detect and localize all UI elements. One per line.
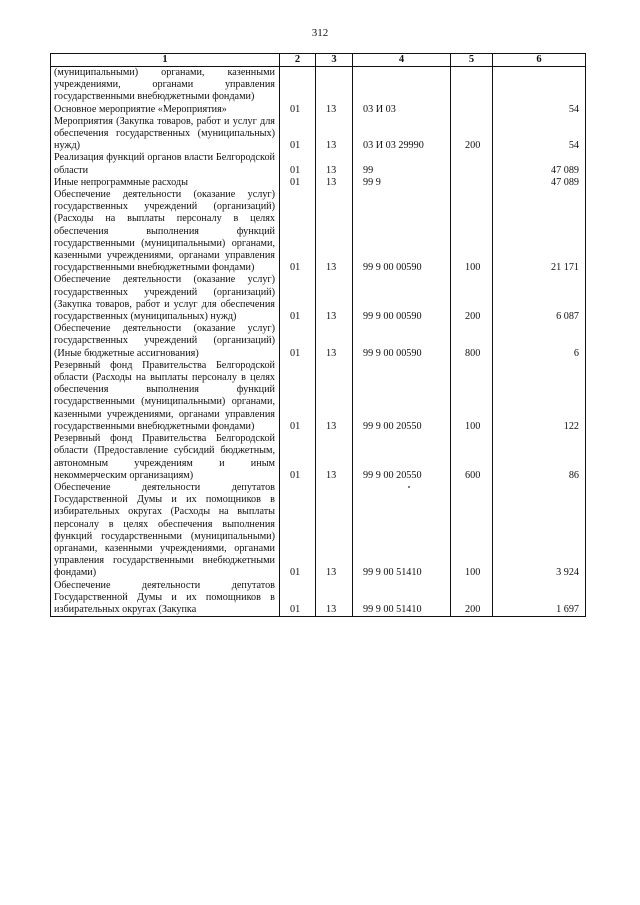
page-number: 312 xyxy=(311,27,329,39)
table-row xyxy=(51,152,586,176)
row-amount: 122 xyxy=(493,360,586,433)
row-section: 01 xyxy=(280,152,316,176)
row-subsection: 13 xyxy=(316,433,353,482)
row-expense-type xyxy=(451,152,493,176)
row-amount: 54 xyxy=(493,116,586,153)
row-section: 01 xyxy=(280,189,316,274)
row-target xyxy=(353,67,451,104)
table-row xyxy=(51,360,586,433)
table-row xyxy=(51,274,586,323)
table-row xyxy=(51,189,586,274)
scan-speck xyxy=(408,486,410,488)
table-row xyxy=(51,116,586,153)
table-header xyxy=(51,54,586,67)
row-expense-type xyxy=(451,104,493,116)
table-row xyxy=(51,104,586,116)
row-subsection: 13 xyxy=(316,323,353,360)
row-name: (муниципальными) органами, казенными учреждениями, органами управления государственными внебюджетными фондами) xyxy=(51,67,280,104)
row-amount: 86 xyxy=(493,433,586,482)
row-expense-type: 200 xyxy=(451,580,493,617)
header-col-subsection: 3 xyxy=(316,54,353,67)
row-subsection: 13 xyxy=(316,177,353,189)
row-subsection: 13 xyxy=(316,482,353,580)
row-section: 01 xyxy=(280,360,316,433)
row-expense-type: 100 xyxy=(451,360,493,433)
row-target: 99 9 00 00590 xyxy=(353,274,451,323)
header-col-target: 4 xyxy=(353,54,451,67)
table-row xyxy=(51,323,586,360)
row-target: 99 9 00 00590 xyxy=(353,323,451,360)
row-name: Резервный фонд Правительства Белгородской области (Предоставление субсидий бюджетным, автономным учреждениям и иным некоммерческим организациям) xyxy=(51,433,280,482)
row-target: 99 9 00 20550 xyxy=(353,433,451,482)
table-row xyxy=(51,433,586,482)
row-section xyxy=(280,67,316,104)
row-expense-type: 100 xyxy=(451,482,493,580)
row-section: 01 xyxy=(280,433,316,482)
row-section: 01 xyxy=(280,274,316,323)
budget-table xyxy=(50,53,586,617)
table-body xyxy=(51,67,586,617)
row-section: 01 xyxy=(280,482,316,580)
row-section: 01 xyxy=(280,116,316,153)
row-expense-type: 800 xyxy=(451,323,493,360)
row-subsection: 13 xyxy=(316,189,353,274)
row-subsection: 13 xyxy=(316,152,353,176)
row-name: Мероприятия (Закупка товаров, работ и услуг для обеспечения государственных (муниципальных) нужд) xyxy=(51,116,280,153)
row-section: 01 xyxy=(280,323,316,360)
row-expense-type: 600 xyxy=(451,433,493,482)
row-subsection: 13 xyxy=(316,274,353,323)
row-target: 03 И 03 29990 xyxy=(353,116,451,153)
row-name: Резервный фонд Правительства Белгородской области (Расходы на выплаты персоналу в целях обеспечения выполнения функций государственными (муниципальными) органами, казенными учреждениями, органами управления государственными внебюджетными фондами) xyxy=(51,360,280,433)
row-name: Обеспечение деятельности (оказание услуг) государственных учреждений (организаций) (Иные бюджетные ассигнования) xyxy=(51,323,280,360)
row-name: Обеспечение деятельности депутатов Государственной Думы и их помощников в избирательных округах (Расходы на выплаты персоналу в целях обеспечения выполнения функций государственными (муниципальными) органами, казенными учреждениями, органами управления государственными внебюджетными фондами) xyxy=(51,482,280,580)
header-col-section: 2 xyxy=(280,54,316,67)
header-col-amount: 6 xyxy=(493,54,586,67)
row-target: 99 9 xyxy=(353,177,451,189)
row-subsection: 13 xyxy=(316,580,353,617)
row-amount: 6 xyxy=(493,323,586,360)
row-amount: 47 089 xyxy=(493,177,586,189)
row-subsection: 13 xyxy=(316,116,353,153)
row-name: Реализация функций органов власти Белгородской области xyxy=(51,152,280,176)
row-section: 01 xyxy=(280,104,316,116)
row-section: 01 xyxy=(280,580,316,617)
row-subsection: 13 xyxy=(316,104,353,116)
table-row xyxy=(51,482,586,580)
row-name: Обеспечение деятельности (оказание услуг) государственных учреждений (организаций) (Закупка товаров, работ и услуг для обеспечения государственных (муниципальных) нужд) xyxy=(51,274,280,323)
row-name: Иные непрограммные расходы xyxy=(51,177,280,189)
row-expense-type: 200 xyxy=(451,274,493,323)
row-target: 99 9 00 00590 xyxy=(353,189,451,274)
table-row xyxy=(51,580,586,617)
row-amount xyxy=(493,67,586,104)
header-col-expense-type: 5 xyxy=(451,54,493,67)
header-row xyxy=(51,54,586,67)
row-subsection xyxy=(316,67,353,104)
row-amount: 47 089 xyxy=(493,152,586,176)
row-name: Обеспечение деятельности депутатов Государственной Думы и их помощников в избирательных округах (Закупка xyxy=(51,580,280,617)
row-target: 99 9 00 20550 xyxy=(353,360,451,433)
row-section: 01 xyxy=(280,177,316,189)
row-amount: 3 924 xyxy=(493,482,586,580)
row-target: 03 И 03 xyxy=(353,104,451,116)
row-expense-type xyxy=(451,67,493,104)
row-target: 99 9 00 51410 xyxy=(353,482,451,580)
row-expense-type xyxy=(451,177,493,189)
row-amount: 54 xyxy=(493,104,586,116)
row-name: Обеспечение деятельности (оказание услуг) государственных учреждений (организаций) (Расходы на выплаты персоналу в целях обеспечения выполнения функций государственными (муниципальными) органами, казенными учреждениями, органами управления государственными внебюджетными фондами) xyxy=(51,189,280,274)
row-expense-type: 200 xyxy=(451,116,493,153)
row-expense-type: 100 xyxy=(451,189,493,274)
row-name: Основное мероприятие «Мероприятия» xyxy=(51,104,280,116)
table-row xyxy=(51,67,586,104)
row-amount: 1 697 xyxy=(493,580,586,617)
header-col-name: 1 xyxy=(51,54,280,67)
row-target: 99 9 00 51410 xyxy=(353,580,451,617)
row-subsection: 13 xyxy=(316,360,353,433)
row-amount: 6 087 xyxy=(493,274,586,323)
table-row xyxy=(51,177,586,189)
row-target: 99 xyxy=(353,152,451,176)
row-amount: 21 171 xyxy=(493,189,586,274)
